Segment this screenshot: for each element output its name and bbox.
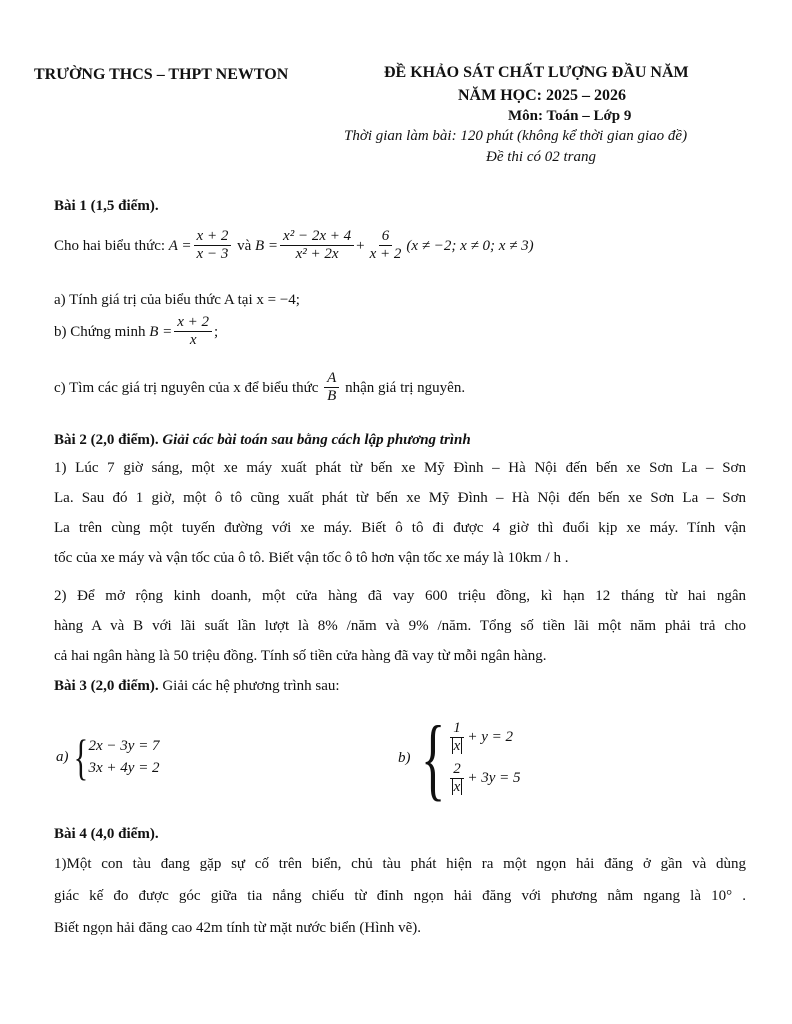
system-b-rest2: + 3y = 5	[467, 770, 521, 786]
system-b-eq1	[447, 720, 521, 755]
qb-end: ;	[214, 323, 219, 340]
expr-b-denominator-2: x + 2	[369, 246, 402, 262]
bai4-line-3: Biết ngọn hải đăng cao 42m tính từ mặt nước biển (Hình vẽ).	[54, 920, 422, 936]
system-b-den1: x	[453, 738, 461, 754]
bai4-line-2: giác kế đo được góc giữa tia nắng chiếu từ đỉnh ngọn hải đăng với phương nằm ngang là 10° .	[54, 888, 746, 904]
bai1-title: Bài 1 (1,5 điểm).	[54, 198, 159, 214]
exam-time: Thời gian làm bài: 120 phút (không kể thời gian giao đề)	[344, 128, 688, 144]
expr-a-fraction	[194, 228, 232, 263]
bai3-intro: Giải các hệ phương trình sau:	[162, 678, 340, 694]
domain-condition: (x ≠ −2; x ≠ 0; x ≠ 3)	[406, 237, 534, 254]
system-b-label: b)	[398, 750, 411, 766]
qc-text: c) Tìm các giá trị nguyên của x để biểu thức	[54, 379, 319, 396]
bai2-p2-line-3: cả hai ngân hàng là 50 triệu đồng. Tính số tiền cửa hàng đã vay từ mỗi ngân hàng.	[54, 648, 547, 664]
plus-sign: +	[356, 237, 365, 254]
qc-fraction	[324, 370, 339, 405]
system-a-brace: {	[73, 729, 88, 785]
qb-text: b) Chứng minh	[54, 323, 146, 340]
school-name: TRƯỜNG THCS – THPT NEWTON	[34, 66, 289, 83]
system-a-eq1: 2x − 3y = 7	[88, 738, 160, 754]
subject: Môn: Toán – Lớp 9	[508, 108, 632, 124]
system-b-brace: {	[420, 707, 445, 809]
expr-a-lhs: A =	[168, 237, 192, 254]
bai2-p1-line-1: 1) Lúc 7 giờ sáng, một xe máy xuất phát từ bến xe Mỹ Đình – Hà Nội đến bến xe Sơn La – Sơn	[54, 460, 746, 476]
bai4-line-1: 1)Một con tàu đang gặp sự cố trên biển, chủ tàu phát hiện ra một ngọn hải đăng ở gần và dùng	[54, 856, 746, 872]
bai1-question-c	[54, 370, 465, 405]
expr-a-numerator: x + 2	[194, 228, 232, 246]
bai1-intro: Cho hai biểu thức:	[54, 237, 166, 254]
bai4-title: Bài 4 (4,0 điểm).	[54, 826, 159, 842]
system-b-rest1: + y = 2	[467, 729, 513, 745]
bai1-question-b	[54, 314, 218, 349]
expr-b-lhs: B =	[255, 237, 279, 254]
expr-a-denominator: x − 3	[196, 246, 229, 262]
bai1-question-a: a) Tính giá trị của biểu thức A tại x = −4;	[54, 292, 300, 308]
school-year: NĂM HỌC: 2025 – 2026	[458, 87, 626, 104]
system-b	[398, 707, 521, 809]
qb-fraction	[174, 314, 212, 349]
qc-denominator: B	[327, 388, 337, 404]
expr-b-numerator-1: x² − 2x + 4	[280, 228, 354, 246]
system-b-num1: 1	[450, 720, 464, 738]
bai2-p1-line-4: tốc của xe máy và vận tốc của ô tô. Biết vận tốc ô tô hơn vận tốc xe máy là 10km / h .	[54, 550, 569, 566]
bai2-subtitle: Giải các bài toán sau bằng cách lập phương trình	[162, 432, 471, 448]
qb-lhs: B =	[149, 323, 173, 340]
system-a	[56, 729, 160, 785]
page-count: Đề thi có 02 trang	[486, 149, 596, 165]
exam-title: ĐỀ KHẢO SÁT CHẤT LƯỢNG ĐẦU NĂM	[384, 64, 689, 81]
qb-denominator: x	[189, 332, 197, 348]
and-word: và	[237, 237, 252, 254]
system-a-eq2: 3x + 4y = 2	[88, 760, 160, 776]
system-b-eq2	[447, 761, 521, 796]
qc-numerator: A	[324, 370, 339, 388]
system-a-label: a)	[56, 749, 69, 765]
bai1-expressions	[54, 228, 534, 263]
bai2-title: Bài 2 (2,0 điểm).	[54, 432, 159, 448]
bai2-p2-line-2: hàng A và B với lãi suất lần lượt là 8% /năm và 9% /năm. Tổng số tiền lãi một năm phải trả cho	[54, 618, 746, 634]
qb-numerator: x + 2	[174, 314, 212, 332]
bai2-p2-line-1: 2) Để mở rộng kinh doanh, một cửa hàng đã vay 600 triệu đồng, kì hạn 12 tháng từ hai ngân	[54, 588, 746, 604]
system-b-num2: 2	[450, 761, 464, 779]
bai2-heading	[54, 430, 471, 450]
expr-b-denominator-1: x² + 2x	[295, 246, 339, 262]
qc-end: nhận giá trị nguyên.	[345, 379, 466, 396]
bai2-p1-line-2: La. Sau đó 1 giờ, một ô tô cũng xuất phát từ bến xe Mỹ Đình – Hà Nội đến bến xe Sơn La – Sơn	[54, 490, 746, 506]
bai2-p1-line-3: La trên cùng một tuyến đường với xe máy. Biết ô tô đi được 4 giờ thì đuổi kịp xe máy. Tính vận	[54, 520, 746, 536]
expr-b-fraction-2	[367, 228, 405, 263]
expr-b-numerator-2: 6	[379, 228, 393, 246]
bai3-title: Bài 3 (2,0 điểm).	[54, 678, 159, 694]
system-b-den2: x	[453, 779, 461, 795]
expr-b-fraction-1	[280, 228, 354, 263]
bai3-heading	[54, 676, 340, 696]
